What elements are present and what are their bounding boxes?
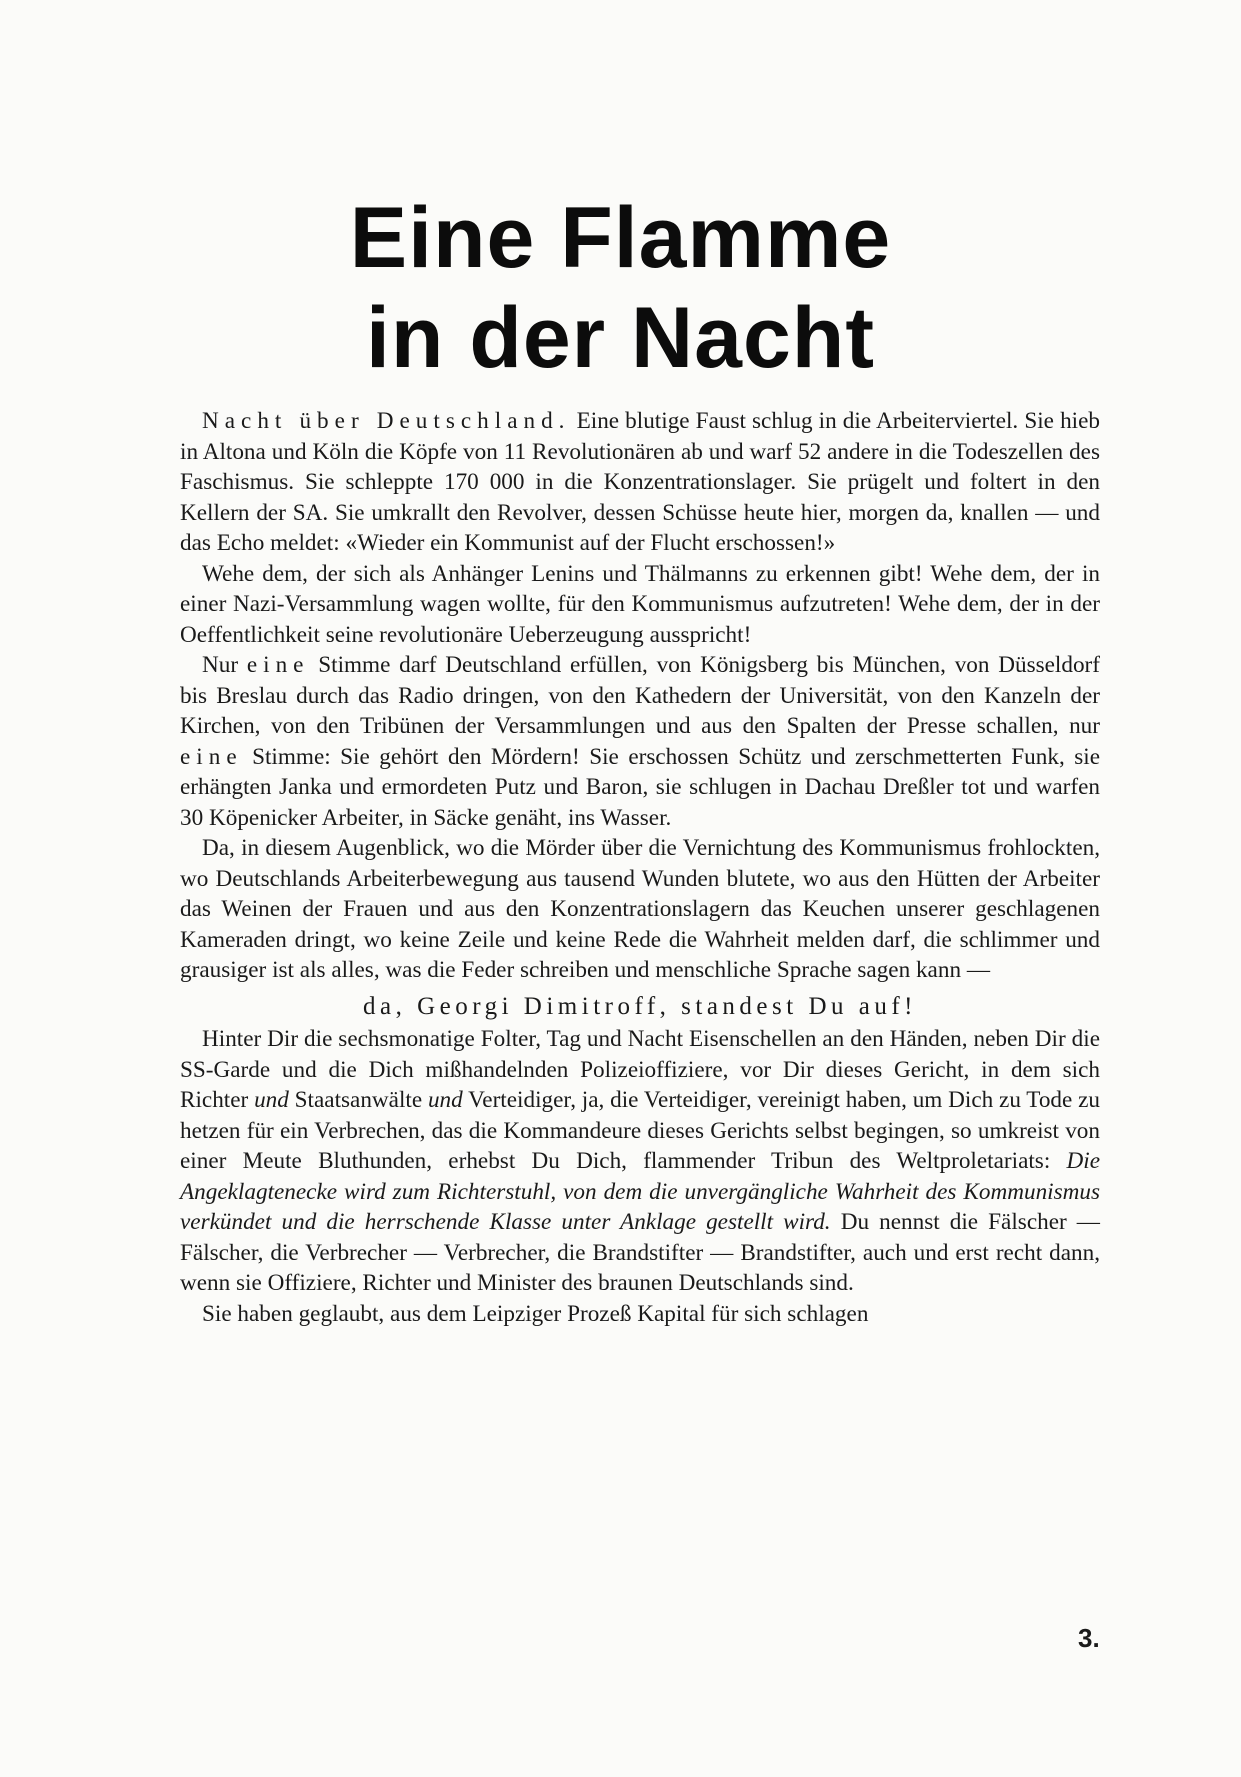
spaced-word: eine (246, 652, 310, 678)
article-title (0, 188, 1241, 388)
article-body (180, 406, 1100, 1329)
italic-und: und (427, 1087, 463, 1113)
spaced-word: eine (180, 743, 243, 770)
spaced-lead: Nacht über Deutschland. (202, 408, 571, 434)
centered-spaced-line: da, Georgi Dimitroff, standest Du auf! (362, 992, 918, 1020)
page-number-value: 3 (1078, 1623, 1093, 1653)
paragraph-3-part-3: Stimme: Sie gehört den Mördern! Sie erschossen Schütz und zerschmetterten Funk, sie erhängten Janka und ermordeten Putz und Baron, sie schlugen in Dachau Dreßler tot und warfen 30 Köpenicker Arbeiter, in Säcke genäht, ins Wasser. (180, 743, 1100, 831)
paragraph-5-part-4: Du nennst die Fälscher — Fälscher, die Verbrecher — Verbrecher, die Brandstifter — Brandstifter, auch und erst recht dann, wenn sie Offiziere, Richter und Minister des braunen Deutschlands sind. (180, 1209, 1100, 1296)
paragraph-5-part-1: Hinter Dir die sechsmonatige Folter, Tag und Nacht Eisenschellen an den Händen, neben Dir die SS-Garde und die Dich mißhandelnden Polizeioffiziere, vor Dir dieses Gericht, in dem sich Richter (180, 1026, 1100, 1113)
paragraph-5-part-2: Staatsanwälte (288, 1087, 428, 1113)
page-number: 3. (1078, 1623, 1100, 1653)
paragraph-1-text: Eine blutige Faust schlug in die Arbeiterviertel. Sie hieb in Altona und Köln die Köpfe von 11 Revolutionären ab und warf 52 andere in die Todeszellen des Faschismus. Sie schleppte 170 000 in die Konzentrationslager. Sie prügelt und foltert in den Kellern der SA. Sie umkrallt den Revolver, dessen Schüsse heute hier, morgen da, knallen — und das Echo meldet: «Wieder ein Kommunist auf der Flucht erschossen!» (180, 408, 1100, 556)
paragraph-3-part-2: Stimme darf Deutschland erfüllen, von Königsberg bis München, von Düsseldorf bis Breslau durch das Radio dringen, von den Kathedern der Universität, von den Kanzeln der Kirchen, von den Tribünen der Versammlungen und aus den Spalten der Presse schallen, nur (180, 652, 1101, 739)
paragraph-3-part-1: Nur (202, 652, 247, 678)
italic-und: und (254, 1087, 289, 1113)
paragraph-2: Wehe dem, der sich als Anhänger Lenins und Thälmanns zu erkennen gibt! Wehe dem, der in einer Nazi-Versammlung wagen wollte, für den Kommunismus aufzutreten! Wehe dem, der in der Oeffentlichkeit seine revolutionäre Ueberzeugung ausspricht! (180, 560, 1100, 648)
paragraph-1 (180, 406, 1100, 559)
paragraph-4: Da, in diesem Augenblick, wo die Mörder über die Vernichtung des Kommunismus frohlockten, wo Deutschlands Arbeiterbewegung aus tausend Wunden blutete, wo aus den Hütten der Arbeiter das Weinen der Frauen und aus den Konzentrationslagern das Keuchen unserer geschlagenen Kameraden dringt, wo keine Zeile und keine Rede die Wahrheit melden darf, die schlimmer und grausiger ist als alles, was die Feder schreiben und menschliche Sprache sagen kann — (180, 835, 1100, 983)
italic-passage: Die Angeklagtenecke wird zum Richterstuhl, von dem die unvergängliche Wahrheit des Kommunismus verkündet und die herrschende Klasse unter Anklage gestellt wird. (180, 1148, 1100, 1235)
paragraph-3 (180, 650, 1100, 833)
title-line-1: Eine Flamme (349, 190, 892, 286)
title-line-2: in der Nacht (366, 290, 875, 386)
paragraph-5 (180, 1024, 1100, 1299)
paragraph-5-part-3: Verteidiger, ja, die Verteidiger, vereinigt haben, um Dich zu Tode zu hetzen für ein Verbrechen, das die Kommandeure dieses Gerichts selbst begingen, so umkreist von einer Meute Bluthunden, erhebst Du Dich, flammender Tribun des Weltproletariats: (180, 1087, 1101, 1174)
paragraph-6: Sie haben geglaubt, aus dem Leipziger Prozeß Kapital für sich schlagen (202, 1300, 869, 1327)
